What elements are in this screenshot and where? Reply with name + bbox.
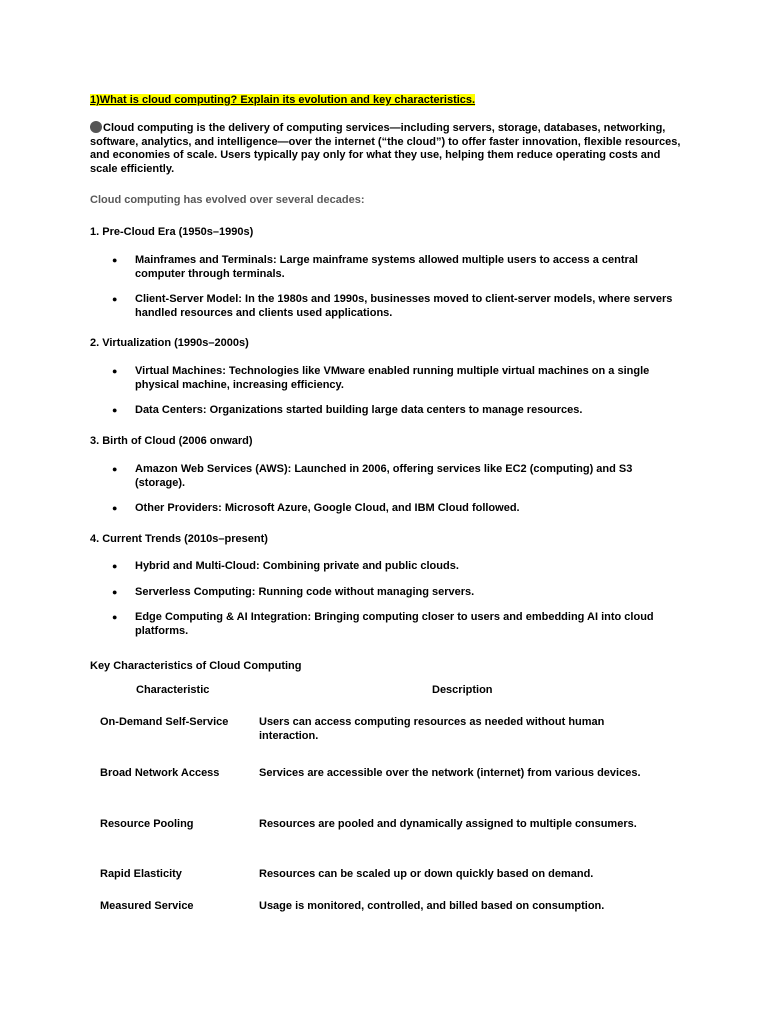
list-item-text: Mainframes and Terminals: Large mainframe systems allowed multiple users to access a central computer through terminals. [135, 254, 638, 280]
list-item-text: Client-Server Model: In the 1980s and 1990s, businesses moved to client-server models, where servers handled resources and clients used applications. [135, 293, 673, 319]
table-cell-characteristic: Broad Network Access [100, 767, 220, 779]
table-cell-characteristic: Measured Service [100, 900, 194, 912]
list-item [90, 293, 680, 320]
key-characteristics-heading: Key Characteristics of Cloud Computing [90, 660, 302, 672]
bullet-icon: ● [112, 612, 118, 622]
bullet-icon: ● [112, 405, 118, 415]
list-item-text: Amazon Web Services (AWS): Launched in 2006, offering services like EC2 (computing) and S3 (storage). [135, 463, 633, 489]
list-item [90, 404, 680, 418]
list-item-text: Edge Computing & AI Integration: Bringing computing closer to users and embedding AI into cloud platforms. [135, 611, 654, 637]
list-item-text: Hybrid and Multi-Cloud: Combining private and public clouds. [135, 560, 459, 572]
intro-paragraph [90, 121, 690, 176]
list-item [90, 254, 680, 281]
list-item-text: Virtual Machines: Technologies like VMware enabled running multiple virtual machines on a single physical machine, increasing efficiency. [135, 365, 650, 391]
era-section [90, 532, 710, 638]
bullet-icon: ● [112, 586, 118, 597]
table-cell-characteristic: Resource Pooling [100, 818, 194, 830]
era-section [90, 336, 710, 418]
table-cell-description: Services are accessible over the network (internet) from various devices. [259, 767, 641, 779]
table-cell-characteristic: Rapid Elasticity [100, 868, 182, 880]
question-title [90, 93, 475, 107]
bullet-list [90, 365, 710, 418]
era-heading: 2. Virtualization (1990s–2000s) [90, 337, 249, 349]
bullet-icon: ● [112, 503, 118, 513]
era-heading: 3. Birth of Cloud (2006 onward) [90, 435, 253, 447]
evolution-intro: Cloud computing has evolved over several decades: [90, 194, 365, 206]
bullet-icon: ● [112, 255, 118, 265]
table-cell-description: Resources are pooled and dynamically assigned to multiple consumers. [259, 818, 637, 830]
list-item [90, 365, 680, 392]
filled-circle-icon [90, 121, 102, 133]
list-item [90, 560, 680, 574]
list-item [90, 586, 680, 600]
question-title-text: 1)What is cloud computing? Explain its evolution and key characteristics. [90, 94, 476, 106]
intro-text: Cloud computing is the delivery of computing services—including servers, storage, databases, networking, software, analytics, and intelligence—over the internet (“the cloud”) to offer faster innovation, flexible resources, and economies of scale. Users typically pay only for what they use, helping them reduce operating costs and scale efficiently. [90, 122, 681, 175]
table-header-description: Description [432, 684, 493, 696]
era-section [90, 434, 710, 516]
table-cell-description: Usage is monitored, controlled, and billed based on consumption. [259, 900, 605, 912]
era-heading: 4. Current Trends (2010s–present) [90, 533, 268, 545]
list-item [90, 463, 680, 490]
bullet-icon: ● [112, 561, 118, 571]
list-item [90, 502, 680, 516]
era-heading: 1. Pre-Cloud Era (1950s–1990s) [90, 226, 254, 238]
list-item [90, 611, 680, 638]
table-header-characteristic: Characteristic [136, 684, 210, 696]
bullet-icon: ● [112, 464, 118, 474]
era-section [90, 225, 710, 320]
bullet-list [90, 463, 710, 516]
table-cell-characteristic: On-Demand Self-Service [100, 716, 229, 728]
bullet-list [90, 560, 710, 638]
table-cell-description: Users can access computing resources as needed without human interaction. [259, 716, 605, 742]
list-item-text: Data Centers: Organizations started building large data centers to manage resources. [135, 404, 583, 416]
bullet-icon: ● [112, 366, 118, 376]
bullet-list [90, 254, 710, 320]
list-item-text: Serverless Computing: Running code without managing servers. [135, 585, 475, 598]
list-item-text: Other Providers: Microsoft Azure, Google Cloud, and IBM Cloud followed. [135, 502, 520, 514]
bullet-icon: ● [112, 294, 118, 304]
table-cell-description: Resources can be scaled up or down quickly based on demand. [259, 868, 594, 880]
